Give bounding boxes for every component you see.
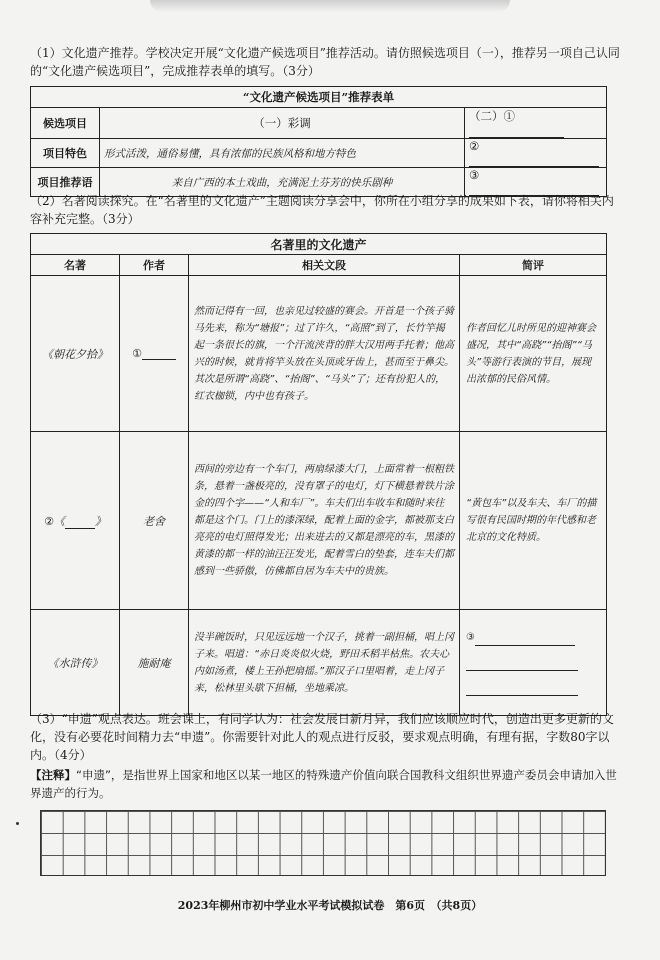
item-one-feature: 形式活泼，通俗易懂，具有浓郁的民族风格和地方特色 [100, 139, 465, 168]
header-author: 作者 [120, 255, 189, 276]
book-author: 施耐庵 [120, 610, 189, 716]
row-label-item: 候选项目 [31, 108, 100, 139]
book-comment-cell [460, 610, 607, 716]
page-footer: 2023年柳州市初中学业水平考试模拟试卷 第6页 （共8页） [177, 899, 483, 912]
item-one-slogan: 来自广西的本土戏曲，充满泥土芬芳的快乐剧种 [100, 168, 465, 197]
item-two-feature: ② [469, 139, 480, 153]
book-excerpt: 西间的旁边有一个车门，两扇绿漆大门，上面常着一根粗铁条，悬着一盏极亮的，没有罩子的电灯，灯下横悬着铁片涂金的四个字——“人和车厂”。车夫们出车收车和随时来往都是这个门。门上的漆深绿，配着上面的金字，都被那支白亮亮的电灯照得发光；出来进去的又都是漂亮的车，黑漆的黄漆的都一样的油汪汪发光，配着雪白的垫套，连车夫们都感到一些骄傲，仿佛都自居为车夫中的贵族。 [189, 432, 460, 610]
book-comment: ③ [466, 632, 475, 643]
header-title: 名著 [31, 255, 120, 276]
answer-blank-comment-3[interactable] [466, 695, 578, 696]
book-author: ① [132, 347, 142, 360]
answer-blank-author[interactable] [142, 359, 176, 360]
row-label-slogan: 项目推荐语 [31, 168, 100, 197]
answer-blank-1[interactable] [469, 137, 564, 138]
table-row [31, 432, 607, 610]
book-title: 《水浒传》 [31, 610, 120, 716]
book-author-cell [120, 276, 189, 432]
book-title: 《朝花夕拾》 [31, 276, 120, 432]
scan-shadow [150, 0, 510, 12]
row-label-feature: 项目特色 [31, 139, 100, 168]
book-author: 老舍 [120, 432, 189, 610]
classics-table-title: 名著里的文化遗产 [31, 234, 607, 255]
answer-blank-title[interactable] [65, 528, 95, 529]
note-text: “申遗”，是指世界上国家和地区以某一地区的特殊遗产价值向联合国教科文组织世界遗产委员会申请加入世界遗产的行为。 [30, 768, 617, 800]
answer-blank-comment-2[interactable] [466, 670, 578, 671]
item-one-name: （一）彩调 [100, 108, 465, 139]
table-row [31, 610, 607, 716]
header-comment: 简评 [460, 255, 607, 276]
recommend-form-table [30, 86, 607, 197]
section2-prompt: （2）名著阅读探究。在“名著里的文化遗产”主题阅读分享会中，你所在小组分享的成果如下表，请你将相关内容补充完整。（3分） [30, 194, 614, 226]
book-title: ②《 [44, 514, 65, 528]
recommend-form-title: “文化遗产候选项目”推荐表单 [31, 87, 607, 108]
book-comment: 作者回忆儿时所见的迎神赛会盛况，其中“高跷”“抬阁”“马头”等游行表演的节目，展现出浓郁的民俗风情。 [460, 276, 607, 432]
book-title-end: 》 [94, 514, 106, 528]
classics-table [30, 233, 607, 716]
answer-blank-comment-1[interactable] [475, 645, 575, 646]
item-two-name: （二）① [469, 109, 515, 123]
book-title-cell [31, 432, 120, 610]
scan-dot [16, 822, 19, 825]
table-row [31, 276, 607, 432]
item-two-slogan: ③ [469, 168, 480, 182]
note-label: 【注释】 [30, 768, 76, 782]
book-excerpt: 然而记得有一回，也亲见过较盛的赛会。开首是一个孩子骑马先来，称为“塘报”；过了许久，“高照”到了，长竹竿揭起一条很长的旗，一个汗流浃背的胖大汉用两手托着；他高兴的时候，就肯将竿头放在头顶或牙齿上，甚而至于鼻尖。其次是所谓“高跷”、“抬阁”、“马头”了；还有扮犯人的，红衣枷锁，内中也有孩子。 [189, 276, 460, 432]
section1-prompt: （1）文化遗产推荐。学校决定开展“文化遗产候选项目”推荐活动。请仿照候选项目（一），推荐另一项自己认同的“文化遗产候选项目”，完成推荐表单的填写。（3分） [30, 46, 620, 78]
header-excerpt: 相关文段 [189, 255, 460, 276]
item-two-name-cell [465, 108, 607, 139]
item-two-feature-cell [465, 139, 607, 168]
answer-writing-grid[interactable] [40, 810, 606, 876]
section3-note [30, 766, 620, 802]
section3-prompt: （3）“申遗”观点表达。班会课上，有同学认为：社会发展日新月异，我们应该顺应时代，创造出更多更新的文化，没有必要花时间精力去“申遗”。你需要针对此人的观点进行反驳，要求观点明确，有理有据，字数80字以内。（4分） [30, 712, 614, 762]
book-excerpt: 没半碗饭时，只见远远地一个汉子，挑着一副担桶，唱上冈子来。唱道：“赤日炎炎似火烧，野田禾稻半枯焦。农夫心内如汤煮，楼上王孙把扇摇。”那汉子口里唱着，走上冈子来，松林里头歇下担桶，坐地乘凉。 [189, 610, 460, 716]
book-comment: “黄包车”以及车夫、车厂的描写很有民国时期的年代感和老北京的文化特质。 [460, 432, 607, 610]
answer-blank-2[interactable] [469, 166, 599, 167]
